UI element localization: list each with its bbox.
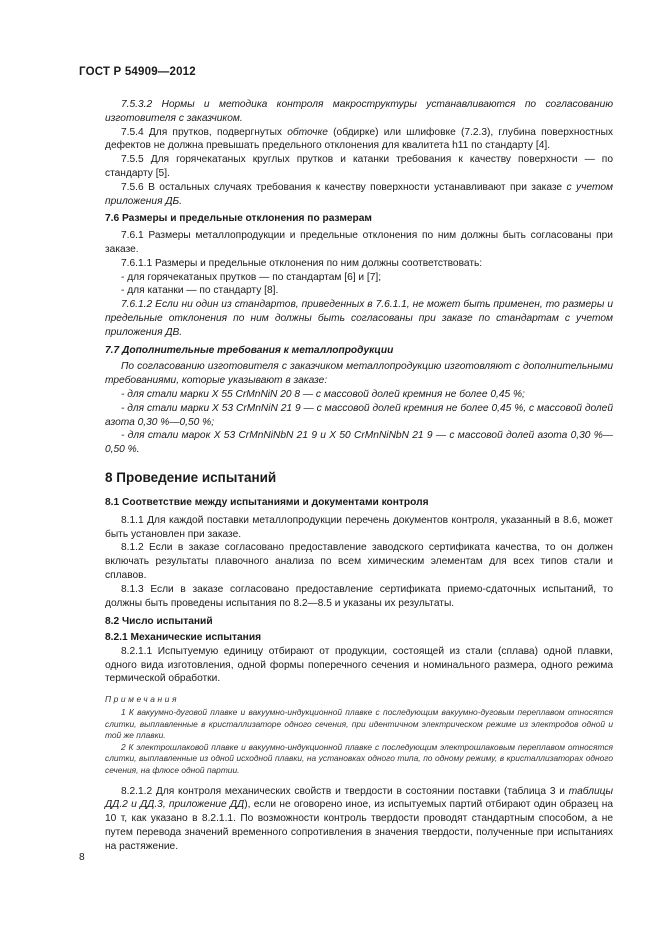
notes-header: Примечания xyxy=(105,694,180,705)
paragraph: 7.6.1.1 Размеры и предельные отклонения по ним должны соответствовать: xyxy=(121,257,483,269)
text-run: обточке xyxy=(287,126,328,138)
text-run: 8.2.1.2 Для контроля механических свойств и твердости в состоянии поставки (таблица 3 и xyxy=(121,785,569,797)
subsection-heading: 8.2 Число испытаний xyxy=(105,616,213,628)
paragraph: 7.6.1.2 Если ни один из стандартов, приведенных в 7.6.1.1, не может быть применен, то размеры и предельные отклонения по ним должны быть согласованы при заказе по стандартам с учетом приложения ДВ. xyxy=(105,299,613,338)
paragraph: По согласованию изготовителя с заказчиком металлопродукцию изготовляют с дополнительными требованиями, которые указывают в заказе: xyxy=(105,361,613,387)
paragraph: 8.2.1.1 Испытуемую единицу отбирают от продукции, состоящей из стали (сплава) одной плавки, одного вида изготовления, одной формы поперечного сечения и номинального размера, одного режима термической обработки. xyxy=(105,645,613,685)
text-run: таблицы ДД.2 и ДД.3, приложение ДД xyxy=(105,785,613,811)
text-run: с учетом приложения ДБ. xyxy=(105,181,613,207)
document-body xyxy=(105,98,613,854)
paragraph: - для стали марки X 55 CrMnNiN 20 8 — с массовой долей кремния не более 0,45 %; xyxy=(121,388,525,400)
paragraph xyxy=(105,126,613,154)
paragraph: - для стали марок X 53 CrMnNiNbN 21 9 и X 50 CrMnNiNbN 21 9 — с массовой долей азота 0,30 %—0,50 %. xyxy=(105,430,613,456)
page-number: 8 xyxy=(79,852,85,863)
subsection-heading: 8.2.1 Механические испытания xyxy=(105,632,262,644)
paragraph: - для горячекатаных прутков — по стандартам [6] и [7]; xyxy=(121,271,382,283)
text-run: (обдирке) или шлифовке (7.2.3), глубина поверхностных дефектов не должна превышать предельного отклонения для квалитета h11 по стандарту [4]. xyxy=(105,126,613,152)
paragraph: 8.1.1 Для каждой поставки металлопродукции перечень документов контроля, указанный в 8.6, может быть установлен при заказе. xyxy=(105,514,613,540)
paragraph: 7.6.1 Размеры металлопродукции и предельные отклонения по ним должны быть согласованы при заказе. xyxy=(105,230,613,255)
paragraph: - для катанки — по стандарту [8]. xyxy=(121,285,279,297)
paragraph: 7.5.3.2 Нормы и методика контроля макроструктуры устанавливаются по согласованию изготовителя с заказчиком. xyxy=(105,99,613,124)
subsection-heading: 7.7 Дополнительные требования к металлопродукции xyxy=(105,344,394,356)
paragraph: - для стали марки X 53 CrMnNiN 21 9 — с массовой долей кремния не более 0,45 %, с массовой долей азота 0,30 %—0,50 %; xyxy=(105,402,613,428)
section-heading: 8 Проведение испытаний xyxy=(105,469,277,485)
note-text: 1 К вакуумно-дуговой плавке и вакуумно-индукционной плавке с последующим вакуумно-дуговым переплавом относятся слитки, выплавленные в кристаллизаторе одного сечения, при идентичном электрическом режиме из электродов одной и той же плавки. xyxy=(105,707,613,741)
paragraph: 7.5.5 Для горячекатаных круглых прутков и катанки требования к качеству поверхности — по стандарту [5]. xyxy=(105,154,613,179)
text-run: ), если не оговорено иное, из испытуемых партий отбирают один образец на 10 т, как указано в 8.2.1.1. По возможности контроль твердости проводят стандартным способом, а не путем перевода значений временного сопротивления в значения твердости, полученные при испытаниях на растяжение. xyxy=(105,799,613,852)
subsection-heading: 8.1 Соответствие между испытаниями и документами контроля xyxy=(105,496,429,508)
subsection-heading: 7.6 Размеры и предельные отклонения по размерам xyxy=(105,213,372,225)
text-run: 7.5.4 Для прутков, подвергнутых xyxy=(121,126,288,138)
paragraph: 8.1.3 Если в заказе согласовано предоставление сертификата приемо-сдаточных испытаний, то должны быть проведены испытания по 8.2—8.5 и указаны их результаты. xyxy=(105,583,613,609)
text-run: 7.5.6 В остальных случаях требования к качеству поверхности устанавливают при заказе xyxy=(121,181,567,193)
paragraph: 8.1.2 Если в заказе согласовано предоставление заводского сертификата качества, то он должен включать результаты плавочного анализа по всем химическим элементам для всех типов стали и сплавов. xyxy=(105,542,613,581)
document-header-id: ГОСТ Р 54909—2012 xyxy=(79,66,196,78)
paragraph xyxy=(105,785,613,854)
note-text: 2 К электрошлаковой плавке и вакуумно-индукционной плавке с последующим электрошлаковым переплавом относятся слитки, выплавленные из одной исходной плавки, на установках одного типа, по одному режиму, в кристаллизаторах одного сечения, на флюсе одной партии. xyxy=(105,741,613,776)
paragraph xyxy=(105,181,613,209)
